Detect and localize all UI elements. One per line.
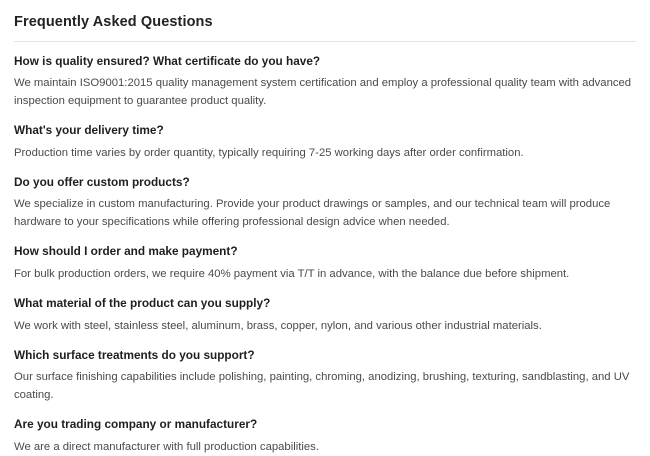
faq-question: What's your delivery time?	[14, 123, 164, 138]
faq-item	[14, 417, 636, 456]
faq-answer: We are a direct manufacturer with full production capabilities.	[14, 440, 319, 453]
faq-question: Which surface treatments do you support?	[14, 348, 255, 363]
faq-answer: Production time varies by order quantity, typically requiring 7-25 working days after order confirmation.	[14, 146, 524, 159]
faq-answer: For bulk production orders, we require 40% payment via T/T in advance, with the balance due before shipment.	[14, 267, 570, 280]
faq-question: How is quality ensured? What certificate do you have?	[14, 54, 321, 68]
faq-item	[14, 175, 636, 231]
faq-answer: Our surface finishing capabilities include polishing, painting, chroming, anodizing, brushing, texturing, sandblasting, and UV coating.	[14, 371, 630, 401]
faq-item	[14, 123, 636, 162]
faq-question: Are you trading company or manufacturer?	[14, 417, 258, 432]
faq-answer: We specialize in custom manufacturing. Provide your product drawings or samples, and our technical team will produce hardware to your specifications while offering professional design advice when needed.	[14, 198, 611, 228]
faq-question: What material of the product can you supply?	[14, 296, 271, 311]
faq-item	[14, 54, 636, 110]
title-divider	[14, 41, 636, 42]
faq-item	[14, 348, 636, 404]
faq-item	[14, 296, 636, 335]
faq-question: How should I order and make payment?	[14, 244, 238, 259]
faq-item	[14, 244, 636, 283]
faq-answer: We maintain ISO9001:2015 quality management system certification and employ a professional quality team with advanced inspection equipment to guarantee product quality.	[14, 77, 632, 107]
page-title: Frequently Asked Questions	[14, 14, 213, 30]
faq-question: Do you offer custom products?	[14, 175, 190, 190]
faq-answer: We work with steel, stainless steel, aluminum, brass, copper, nylon, and various other industrial materials.	[14, 319, 542, 332]
